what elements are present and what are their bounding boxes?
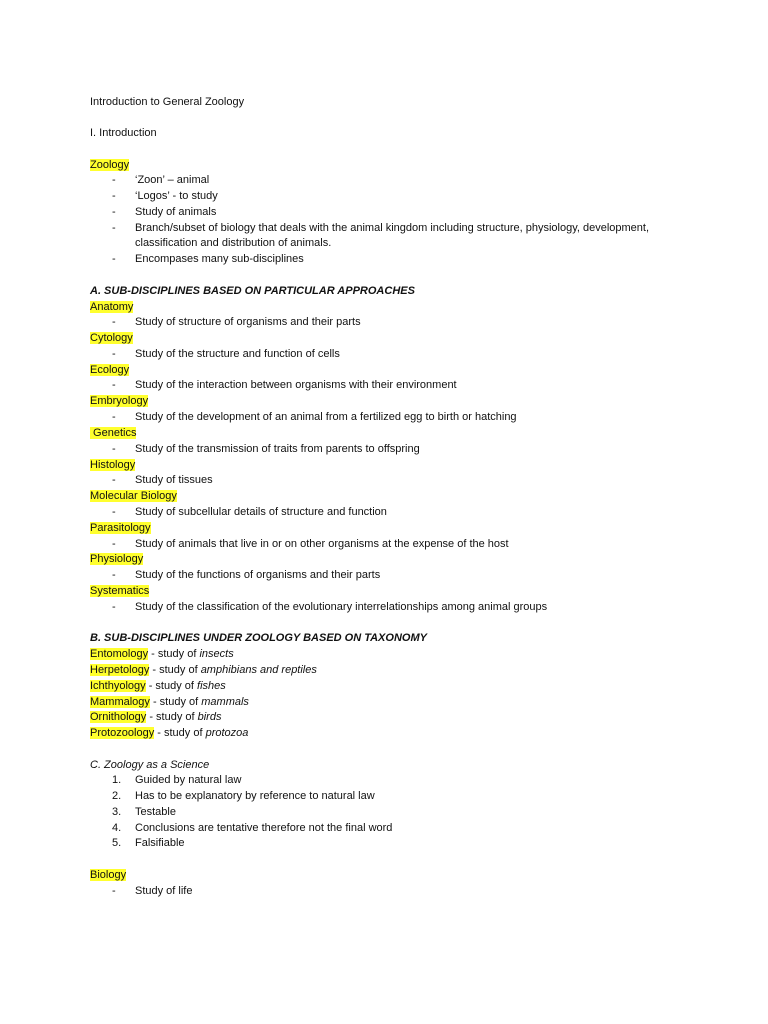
term-genetics: Genetics — [90, 427, 137, 439]
taxonomy-prefix: - study of — [146, 711, 198, 723]
term-entomology: Entomology — [90, 648, 149, 660]
list-item: Falsifiable — [135, 837, 185, 849]
zoology-item: ‘Logos’ - to study — [135, 190, 218, 202]
term-zoology: Zoology — [90, 159, 130, 171]
taxonomy-prefix: - study of — [148, 648, 200, 660]
bullet: - — [112, 190, 116, 202]
taxonomy-prefix: - study of — [154, 727, 206, 739]
definition: Study of the functions of organisms and their parts — [135, 569, 381, 581]
definition: Study of the development of an animal from a fertilized egg to birth or hatching — [135, 411, 517, 423]
term-systematics: Systematics — [90, 585, 150, 597]
term-embryology: Embryology — [90, 395, 149, 407]
zoology-item: ‘Zoon’ – animal — [135, 174, 210, 186]
term-histology: Histology — [90, 459, 136, 471]
section-introduction-heading: I. Introduction — [90, 127, 157, 139]
bullet: - — [112, 206, 116, 218]
bullet: - — [112, 411, 116, 423]
taxonomy-entry — [90, 647, 234, 661]
document-title: Introduction to General Zoology — [90, 96, 245, 108]
bullet: - — [112, 601, 116, 613]
taxonomy-subject: amphibians and reptiles — [200, 664, 317, 676]
taxonomy-prefix: - study of — [145, 680, 198, 692]
list-number: 5. — [112, 837, 122, 849]
list-item: Has to be explanatory by reference to natural law — [135, 790, 375, 802]
term-ornithology: Ornithology — [90, 711, 147, 723]
taxonomy-prefix: - study of — [149, 664, 201, 676]
definition: Study of subcellular details of structure and function — [135, 506, 387, 518]
term-molecular-biology: Molecular Biology — [90, 490, 177, 502]
zoology-item-continued: classification and distribution of animals. — [135, 237, 332, 249]
list-item: Testable — [135, 806, 176, 818]
zoology-item: Branch/subset of biology that deals with the animal kingdom including structure, physiology, development, — [135, 222, 650, 234]
term-protozoology: Protozoology — [90, 727, 155, 739]
term-ecology: Ecology — [90, 364, 130, 376]
taxonomy-subject: birds — [197, 711, 222, 723]
definition: Study of the structure and function of cells — [135, 348, 340, 360]
section-a-heading: A. SUB-DISCIPLINES BASED ON PARTICULAR APPROACHES — [90, 285, 415, 297]
term-ichthyology: Ichthyology — [90, 680, 146, 692]
taxonomy-prefix: - study of — [149, 696, 202, 708]
list-item: Conclusions are tentative therefore not the final word — [135, 822, 393, 834]
term-herpetology: Herpetology — [90, 664, 150, 676]
taxonomy-entry — [90, 710, 221, 724]
definition: Study of tissues — [135, 474, 213, 486]
definition: Study of the transmission of traits from parents to offspring — [135, 443, 420, 455]
list-item: Guided by natural law — [135, 774, 242, 786]
list-number: 1. — [112, 774, 122, 786]
term-parasitology: Parasitology — [90, 522, 151, 534]
definition: Study of the interaction between organisms with their environment — [135, 379, 457, 391]
list-number: 3. — [112, 806, 122, 818]
biology-item: Study of life — [135, 885, 193, 897]
list-number: 2. — [112, 790, 122, 802]
term-physiology: Physiology — [90, 553, 144, 565]
zoology-item: Study of animals — [135, 206, 217, 218]
section-b-heading: B. SUB-DISCIPLINES UNDER ZOOLOGY BASED ON TAXONOMY — [90, 632, 427, 644]
bullet: - — [112, 253, 116, 265]
bullet: - — [112, 316, 116, 328]
section-c-heading: C. Zoology as a Science — [90, 759, 210, 771]
bullet: - — [112, 474, 116, 486]
bullet: - — [112, 885, 116, 897]
bullet: - — [112, 379, 116, 391]
taxonomy-subject: insects — [199, 648, 234, 660]
taxonomy-subject: fishes — [197, 680, 226, 692]
bullet: - — [112, 348, 116, 360]
bullet: - — [112, 506, 116, 518]
taxonomy-subject: protozoa — [205, 727, 249, 739]
taxonomy-entry — [90, 726, 248, 740]
term-biology: Biology — [90, 869, 127, 881]
bullet: - — [112, 443, 116, 455]
list-number: 4. — [112, 822, 122, 834]
bullet: - — [112, 222, 116, 234]
term-cytology: Cytology — [90, 332, 133, 344]
taxonomy-entry — [90, 679, 226, 693]
taxonomy-entry — [90, 695, 249, 709]
definition: Study of animals that live in or on other organisms at the expense of the host — [135, 538, 509, 550]
zoology-item: Encompases many sub-disciplines — [135, 253, 304, 265]
taxonomy-subject: mammals — [201, 696, 249, 708]
term-mammalogy: Mammalogy — [90, 696, 150, 708]
bullet: - — [112, 569, 116, 581]
bullet: - — [112, 538, 116, 550]
bullet: - — [112, 174, 116, 186]
definition: Study of the classification of the evolutionary interrelationships among animal groups — [135, 601, 548, 613]
term-anatomy: Anatomy — [90, 301, 134, 313]
taxonomy-entry — [90, 663, 317, 677]
definition: Study of structure of organisms and their parts — [135, 316, 361, 328]
